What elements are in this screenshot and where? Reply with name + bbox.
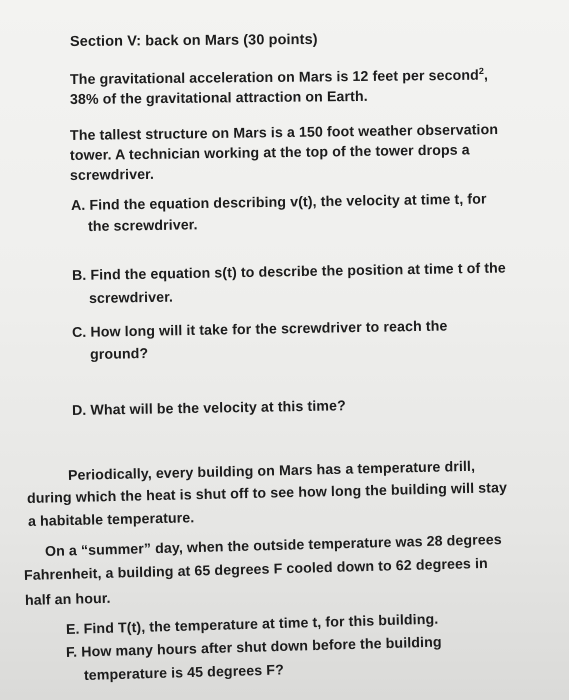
scenario3-line-2: Fahrenheit, a building at 65 degrees F cooled down to 62 degrees in: [23, 555, 489, 584]
question-d-line-1: D. What will be the velocity at this time?: [71, 398, 346, 419]
scenario1-line-3: screwdriver.: [69, 166, 155, 184]
scenario2-line-1: Periodically, every building on Mars has a temperature drill,: [67, 458, 476, 484]
question-c-line-2: ground?: [89, 345, 149, 363]
scenario2-line-3: a habitable temperature.: [27, 510, 195, 530]
exponent-squared: 2: [478, 65, 484, 76]
intro-line-1-text: The gravitational acceleration on Mars is 12 feet per second: [69, 67, 479, 88]
question-b-line-2: screwdriver.: [88, 289, 174, 307]
scenario3-line-3: half an hour.: [24, 590, 111, 609]
scenario1-line-1: The tallest structure on Mars is a 150 foot weather observation: [69, 122, 499, 144]
scenario3-line-1: On a “summer” day, when the outside temperature was 28 degrees: [44, 532, 502, 560]
scenario2-line-2: during which the heat is shut off to see how long the building will stay: [26, 480, 508, 507]
question-e-line-1: E. Find T(t), the temperature at time t, for this building.: [65, 611, 439, 638]
question-b-line-1: B. Find the equation s(t) to describe the position at time t of the: [71, 260, 506, 284]
intro-line-2: 38% of the gravitational attraction on Earth.: [69, 88, 368, 108]
section-title: Section V: back on Mars (30 points): [69, 31, 318, 50]
intro-line-1: [69, 65, 489, 88]
question-c-line-1: C. How long will it take for the screwdriver to reach the: [71, 318, 448, 341]
question-f-line-1: F. How many hours after shut down before the building: [65, 634, 442, 661]
scenario1-line-2: tower. A technician working at the top of the tower drops a: [69, 142, 470, 164]
question-a-line-1: A. Find the equation describing v(t), the velocity at time t, for: [70, 191, 487, 214]
question-a-line-2: the screwdriver.: [87, 217, 198, 235]
intro-line-1-tail: ,: [483, 67, 489, 84]
question-f-line-2: temperature is 45 degrees F?: [83, 662, 285, 684]
